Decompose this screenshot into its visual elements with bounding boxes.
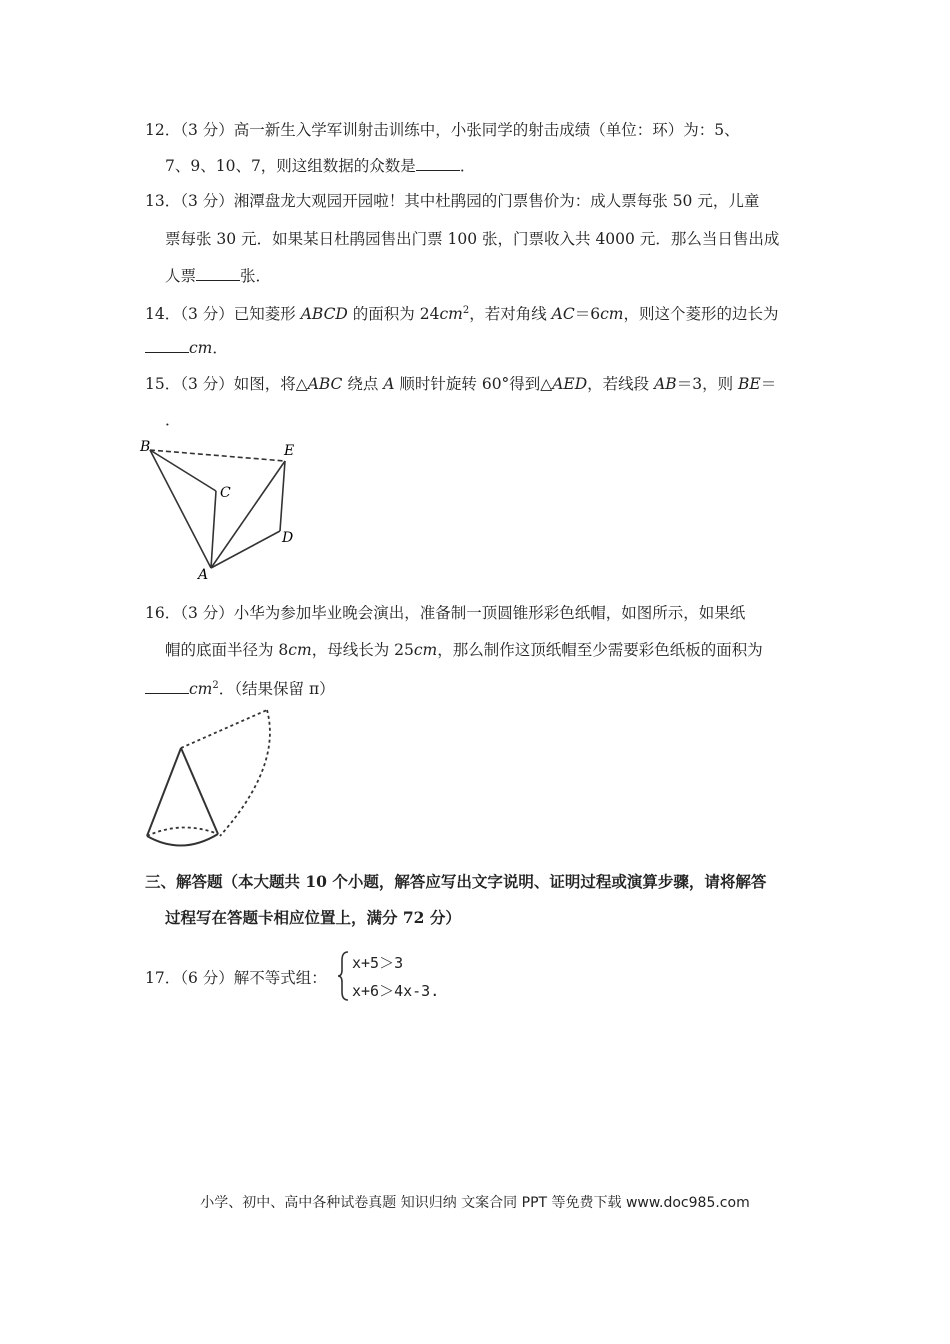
q16-line2 [165,640,763,660]
q16-unit: cm [413,641,438,659]
q15-var: AED [552,375,588,393]
q17-line1: 17．（6 分）解不等式组： [145,969,327,987]
q14-var: AC [551,305,575,324]
q15-var: A [383,375,395,393]
section3-heading: 三、解答题（本大题共 10 个小题，解答应写出文字说明、证明过程或演算步骤，请将解答 [145,872,767,891]
q15-text: ，若线段 [587,375,655,393]
cone-base-front [147,834,218,846]
q15-line2 [165,410,181,430]
q14-text: ＝6 [574,305,601,324]
rotation-figure [138,435,308,583]
q15-text: ＝ [760,375,777,393]
q13-line1: 13．（3 分）湘潭盘龙大观园开园啦！其中杜鹃园的门票售价为：成人票每张 50 元，儿童 [145,192,760,210]
section3-heading-cont: 过程写在答题卡相应位置上，满分 72 分） [165,908,461,927]
cone-left-side [147,748,181,836]
q14-text: ，则这个菱形的边长为 [623,305,779,324]
q14-sup: 2 [462,305,470,316]
inequality-1: x+5＞3 [352,954,404,972]
answer-blank[interactable] [145,679,189,694]
q16-end: ．（结果保留 π） [218,680,335,699]
inequality-2-text: x+6＞4x-3 [352,982,431,1000]
q15-var: AB [654,375,677,393]
q13-end: 张． [240,267,272,285]
q14-line2 [145,338,228,358]
cone-right-side [181,748,218,834]
answer-blank[interactable] [196,266,240,281]
q14-unit: cm [189,339,213,357]
page-footer: 小学、初中、高中各种试卷真题 知识归纳 文案合同 PPT 等免费下载 www.doc985.com [200,1195,750,1211]
q14-unit: cm [600,305,624,324]
q16-sup: 2 [212,680,219,691]
inequality-2 [352,980,439,1001]
q16-line3 [145,676,335,699]
segment-AE [211,461,285,568]
q15-text: ＝3，则 [676,375,738,393]
segment-BE [150,450,285,461]
q15-line1 [145,374,776,394]
q12-text: 7、9、10、7，则这组数据的众数是 [165,157,416,175]
q16-line1: 16．（3 分）小华为参加毕业晚会演出，准备制一顶圆锥形彩色纸帽，如图所示，如果纸 [145,604,746,622]
cone-figure [140,706,280,852]
sector-arc [220,710,270,836]
left-brace-icon [336,950,350,1002]
q12-end: ． [459,157,476,175]
segment-BA [150,450,211,568]
q15-var: ABC [307,375,343,393]
label-C: C [220,485,231,501]
q16-text: 帽的底面半径为 8 [165,641,289,659]
q16-unit: cm [189,680,213,699]
q13-text: 人票 [165,267,197,285]
segment-ED [280,461,285,531]
label-D: D [282,530,294,546]
q13-line2: 票每张 30 元．如果某日杜鹃园售出门票 100 张，门票收入共 4000 元．那么当日售出成 [165,230,780,248]
sector-radius [181,710,267,748]
q16-text: ，母线长为 25 [311,641,414,659]
q13-line3 [165,266,271,286]
q15-text: 15．（3 分）如图，将△ [145,375,308,393]
q14-var: ABCD [300,305,348,324]
q14-text: ，若对角线 [469,305,552,324]
label-A: A [198,567,209,583]
q12-line2 [165,156,475,176]
q17-end: . [430,982,440,1000]
q14-text: 的面积为 24 [347,305,440,324]
q15-end: ． [165,411,181,429]
q15-text: 绕点 [342,375,384,393]
q14-line1 [145,301,779,324]
cone-base-back [147,827,218,836]
q16-text: ，那么制作这顶纸帽至少需要彩色纸板的面积为 [437,641,763,659]
q15-text: 顺时针旋转 60°得到△ [394,375,553,393]
q15-var: BE [738,375,761,393]
label-B: B [140,439,151,455]
answer-blank[interactable] [145,338,189,353]
q14-unit: cm [439,305,463,324]
answer-blank[interactable] [416,156,460,171]
q12-line1: 12．（3 分）高一新生入学军训射击训练中，小张同学的射击成绩（单位：环）为：5、 [145,121,740,139]
segment-CA [211,491,216,568]
q14-text: 14．（3 分）已知菱形 [145,305,301,324]
q14-end: ． [212,339,228,357]
segment-DA [211,531,280,568]
q16-unit: cm [288,641,312,659]
label-E: E [284,443,295,459]
